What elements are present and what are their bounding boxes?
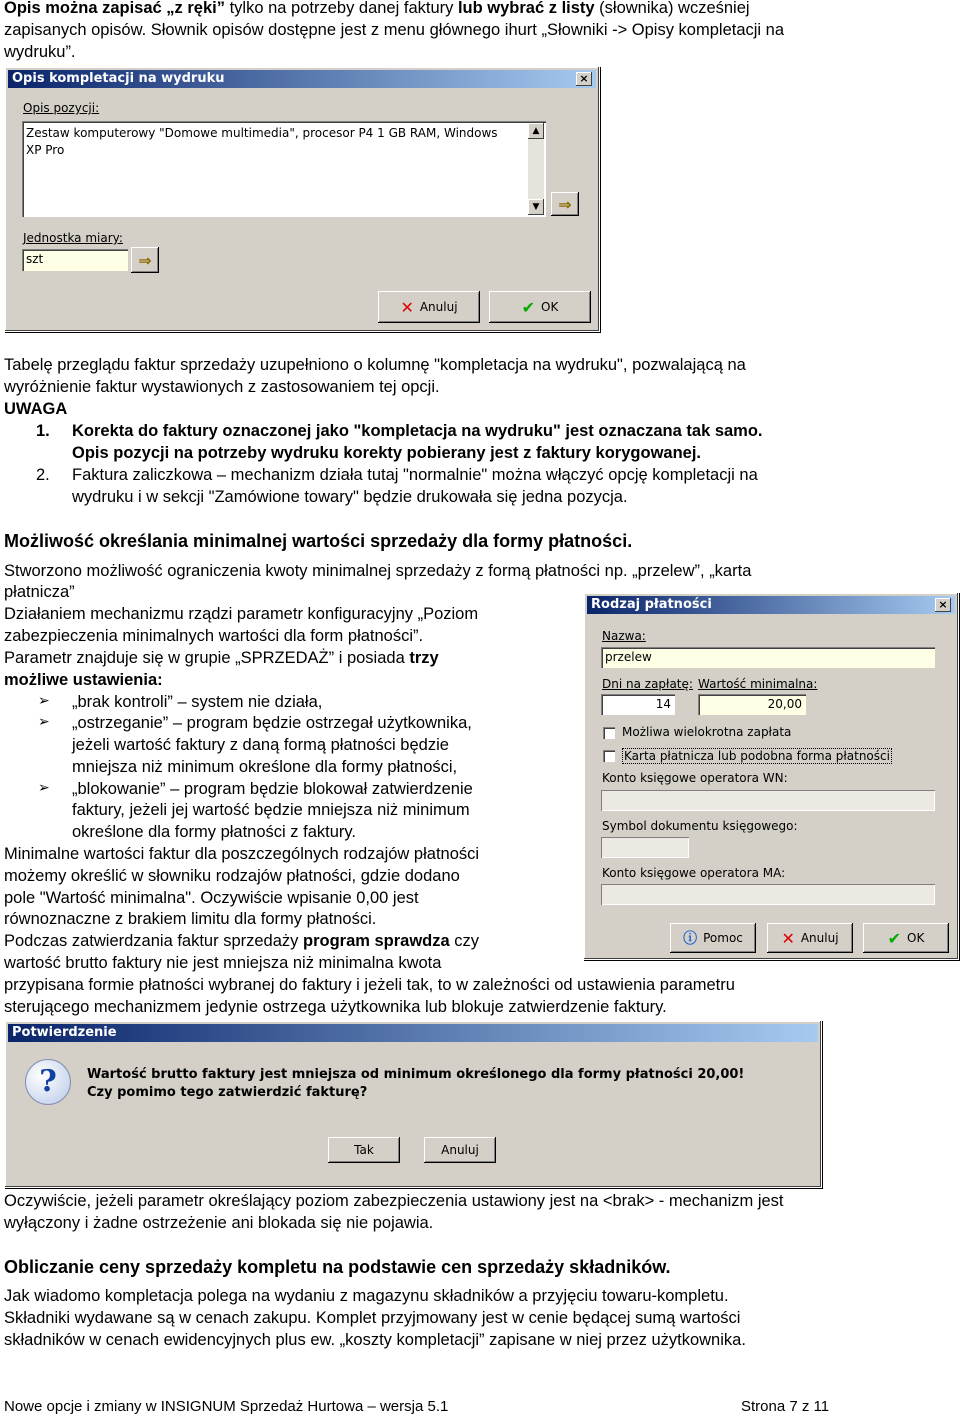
multi-payment-checkbox[interactable]: [603, 727, 615, 739]
dialog-title-bar: [587, 596, 955, 614]
check-icon: ✔: [887, 928, 902, 948]
section2-heading: Możliwość określania minimalnej wartości sprzedaży dla formy płatności.: [4, 531, 633, 551]
ok-button[interactable]: [489, 291, 591, 323]
account-ma-input[interactable]: [601, 884, 935, 905]
s2-line-2: płatnicza”: [4, 583, 75, 601]
cancel-label: Anuluj: [800, 931, 839, 945]
bullet2-a: „ostrzeganie”: [72, 714, 169, 732]
bullet2: [72, 713, 472, 733]
card-payment-checkbox[interactable]: [603, 750, 615, 762]
bullet1-b: – system nie działa,: [172, 693, 323, 711]
unit-input[interactable]: szt: [22, 249, 128, 271]
days-input[interactable]: 14: [601, 694, 675, 715]
intro-bold-1: Opis można zapisać „z ręki”: [4, 0, 225, 17]
account-wn-input[interactable]: [601, 790, 935, 811]
description-label: Opis pozycji:: [23, 101, 100, 115]
intro-line-1: [4, 0, 750, 18]
bullet1-a: „brak kontroli”: [72, 693, 173, 711]
s2-line-5-text: Parametr znajduje się w grupie „SPRZEDAŻ” i posiada: [4, 649, 410, 667]
confirmation-message-1: Wartość brutto faktury jest mniejsza od minimum określonego dla formy płatności 20,00!: [87, 1067, 745, 1082]
s2-line-14: sterującego mechanizmem jedynie ostrzega użytkownika lub blokuje zatwierdzenie faktury.: [4, 998, 667, 1016]
scrollbar[interactable]: [528, 123, 544, 215]
s2-line-11-b: program sprawdza: [302, 932, 450, 950]
bullet3-line-2: faktury, jeżeli jej wartość będzie mniejsza niż minimum: [72, 801, 470, 819]
description-line-2: XP Pro: [26, 143, 65, 157]
name-label: Nazwa:: [602, 629, 646, 643]
para1-line-1: Tabelę przeglądu faktur sprzedaży uzupełniono o kolumnę "kompletacja na wydruku", pozwalającą na: [4, 356, 746, 374]
s2-line-7: Minimalne wartości faktur dla poszczególnych rodzajów płatności: [4, 845, 480, 863]
list-icon: ⇒: [558, 194, 572, 214]
intro-line-2: zapisanych opisów. Słownik opisów dostępne jest z menu głównego ihurt „Słowniki -> Opisy kompletacji na: [4, 21, 785, 39]
s2-line-1: Stworzono możliwość ograniczenia kwoty minimalnej sprzedaży z formą płatności np. „przelew”, „karta: [4, 562, 752, 580]
name-input[interactable]: przelew: [601, 647, 935, 668]
s2-line-3: Działaniem mechanizmu rządzi parametr konfiguracyjny „Poziom: [4, 605, 479, 623]
s2-line-4: zabezpieczenia minimalnych wartości dla form płatności”.: [4, 627, 424, 645]
para3-line-1: Oczywiście, jeżeli parametr określający poziom zabezpieczenia ustawiony jest na <brak> - mechanizm jest: [4, 1192, 784, 1210]
bullet2-line-3: mniejsza niż minimum określone dla formy płatności,: [72, 758, 458, 776]
document-symbol-label: Symbol dokumentu księgowego:: [602, 819, 798, 833]
bullet3: [72, 779, 473, 799]
warning-icon: ?: [25, 1059, 71, 1105]
document-symbol-input[interactable]: [601, 837, 689, 858]
account-ma-label: Konto księgowe operatora MA:: [602, 866, 786, 880]
dialog-title: Rodzaj płatności: [591, 597, 712, 612]
help-label: Pomoc: [703, 931, 743, 945]
item1-line-1: Korekta do faktury oznaczonej jako "kompletacja na wydruku" jest oznaczana tak samo.: [72, 422, 763, 440]
cancel-button[interactable]: [424, 1137, 496, 1163]
yes-button[interactable]: [328, 1137, 400, 1163]
bullet-icon: ➢: [38, 779, 50, 795]
help-button[interactable]: [670, 923, 756, 953]
confirmation-message-2: Czy pomimo tego zatwierdzić fakturę?: [87, 1085, 368, 1100]
close-button[interactable]: ×: [576, 72, 592, 86]
intro-line-3: wydruku”.: [4, 43, 76, 61]
item-number-2: 2.: [36, 466, 50, 484]
ok-label: OK: [541, 300, 559, 314]
s2-line-11: [4, 931, 479, 951]
dialog-title: Opis kompletacji na wydruku: [12, 71, 225, 86]
s2-line-13: przypisana formie płatności wybranej do faktury i jeżeli tak, to w zależności od ustawienia parametru: [4, 976, 735, 994]
x-icon: ✕: [781, 928, 795, 948]
cancel-button[interactable]: [767, 923, 853, 953]
confirmation-dialog: [4, 1020, 822, 1188]
bullet-icon: ➢: [38, 713, 50, 729]
para3-line-2: wyłączony i żadne ostrzeżenie ani blokada się nie pojawia.: [4, 1214, 434, 1232]
payment-type-dialog: [583, 592, 959, 960]
bullet3-line-3: określone dla formy płatności z faktury.: [72, 823, 356, 841]
bullet2-line-2: jeżeli wartość faktury z daną formą płatności będzie: [72, 736, 449, 754]
intro-text-1: tylko na potrzeby danej faktury: [225, 0, 458, 17]
item2-line-2: wydruku i w sekcji "Zamówione towary" będzie drukowała się jedna pozycja.: [72, 488, 628, 506]
description-textarea[interactable]: [22, 121, 546, 217]
completion-description-dialog: [4, 66, 600, 332]
intro-text-2: (słownika) wcześniej: [594, 0, 750, 17]
description-line-1: Zestaw komputerowy "Domowe multimedia", procesor P4 1 GB RAM, Windows: [26, 126, 498, 140]
section3-heading: Obliczanie ceny sprzedaży kompletu na podstawie cen sprzedaży składników.: [4, 1257, 671, 1277]
bullet-icon: ➢: [38, 692, 50, 708]
ok-label: OK: [907, 931, 925, 945]
select-from-list-button[interactable]: [551, 192, 579, 216]
cancel-label: Anuluj: [441, 1143, 479, 1157]
para1-line-2: wyróżnienie faktur wystawionych z zastosowaniem tej opcji.: [4, 378, 440, 396]
item-number-1: 1.: [36, 422, 50, 440]
page-number: Strona 7 z 11: [741, 1398, 830, 1415]
s2-line-8: możemy określić w słowniku rodzajów płatności, gdzie dodano: [4, 867, 460, 885]
dialog-title-bar: [8, 1024, 818, 1042]
s2-line-12: wartość brutto faktury nie jest mniejsza niż minimalna kwota: [4, 954, 442, 972]
unit-select-button[interactable]: [131, 247, 159, 273]
min-value-label: Wartość minimalna:: [698, 677, 818, 691]
days-label: Dni na zapłatę:: [602, 677, 693, 691]
s2-line-6: możliwe ustawienia:: [4, 671, 163, 689]
bullet2-b: – program będzie ostrzegał użytkownika,: [168, 714, 472, 732]
s2-line-5-bold: trzy: [409, 649, 439, 667]
s3-line-3: składników w cenach ewidencyjnych plus ew. „koszty kompletacji” zapisane w niej przez użytkownika.: [4, 1331, 746, 1349]
s2-line-9: pole "Wartość minimalna". Oczywiście wpisanie 0,00 jest: [4, 889, 419, 907]
s2-line-5: [4, 648, 439, 668]
s3-line-1: Jak wiadomo kompletacja polega na wydaniu z magazynu składników a przyjęciu towaru-kompletu.: [4, 1287, 729, 1305]
s2-line-11-a: Podczas zatwierdzania faktur sprzedaży: [4, 932, 303, 950]
footer-title: Nowe opcje i zmiany w INSIGNUM Sprzedaż Hurtowa – wersja 5.1: [4, 1398, 449, 1415]
card-payment-label: Karta płatnicza lub podobna forma płatności: [624, 749, 890, 763]
check-icon: ✔: [521, 297, 536, 317]
item1-line-2: Opis pozycji na potrzeby wydruku korekty pobierany jest z faktury korygowanej.: [72, 444, 701, 462]
min-value-input[interactable]: 20,00: [698, 694, 806, 715]
multi-payment-label: Możliwa wielokrotna zapłata: [622, 725, 792, 739]
item2-line-1: Faktura zaliczkowa – mechanizm działa tutaj "normalnie" można włączyć opcję kompletacji na: [72, 466, 758, 484]
s3-line-2: Składniki wydawane są w cenach zakupu. Komplet przyjmowany jest w cenie będącej sumą wartości: [4, 1309, 741, 1327]
dialog-title: Potwierdzenie: [12, 1025, 117, 1040]
dialog-title-bar: [8, 70, 596, 88]
scroll-up-icon[interactable]: ▲: [528, 123, 544, 139]
bullet1: [72, 692, 322, 712]
list-icon: ⇒: [138, 250, 152, 270]
intro-bold-2: lub wybrać z listy: [457, 0, 595, 17]
cancel-label: Anuluj: [419, 300, 458, 314]
x-icon: ✕: [400, 297, 414, 317]
cancel-button[interactable]: [378, 291, 480, 323]
info-icon: ⓘ: [683, 931, 698, 947]
unit-label: Jednostka miary:: [23, 231, 123, 245]
ok-button[interactable]: [863, 923, 949, 953]
bullet3-b: – program będzie blokował zatwierdzenie: [165, 780, 473, 798]
account-wn-label: Konto księgowe operatora WN:: [602, 771, 788, 785]
yes-label: Tak: [354, 1143, 374, 1157]
uwaga-label: UWAGA: [4, 400, 68, 418]
s2-line-11-c: czy: [449, 932, 480, 950]
close-button[interactable]: ×: [935, 598, 951, 612]
scroll-down-icon[interactable]: ▼: [528, 199, 544, 215]
s2-line-10: równoznaczne z brakiem limitu dla formy płatności.: [4, 910, 377, 928]
bullet3-a: „blokowanie”: [72, 780, 166, 798]
